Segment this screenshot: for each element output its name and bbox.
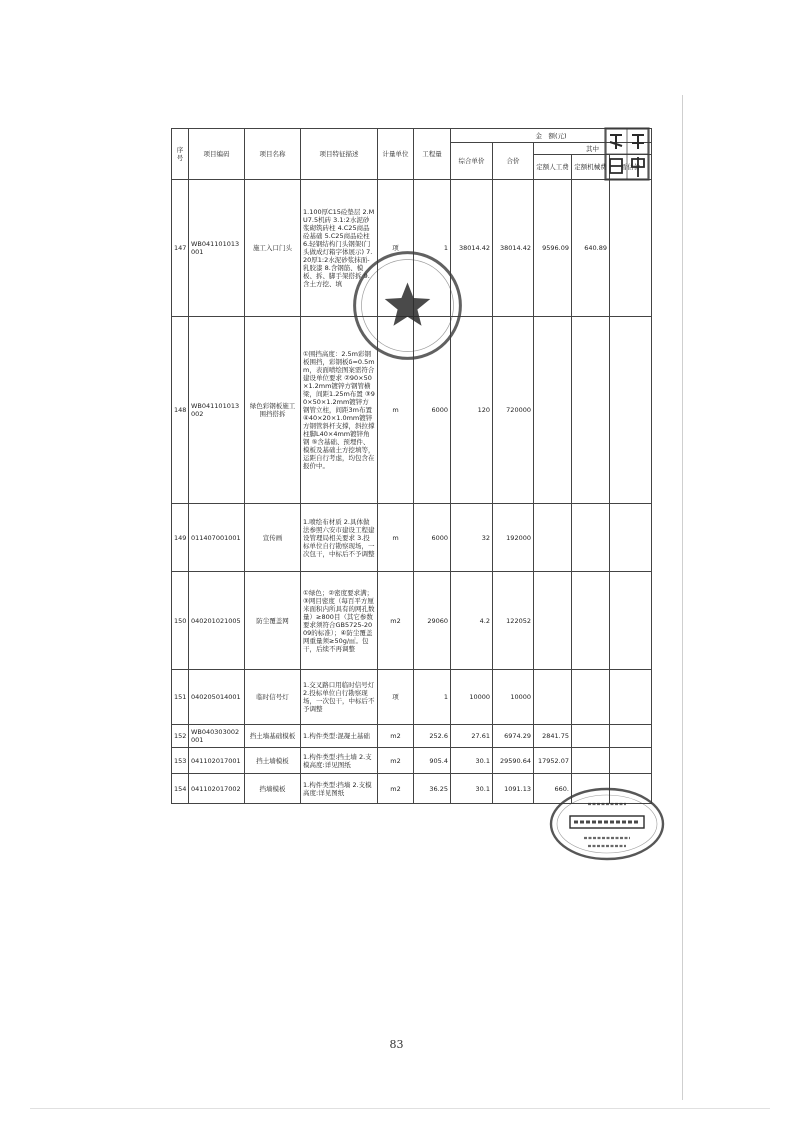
table-row — [172, 180, 652, 317]
cell-unit-price: 30.1 — [451, 748, 493, 774]
cell-desc: ①围挡高度：2.5m彩钢板围挡，彩钢板δ=0.5mm，表面喷绘图案需符合建设单位要求 ②90×50×1.2mm镀锌方钢管横梁，间距1.25m布置 ③90×50×1.2mm镀锌方钢管立柱，间距3m布置 ④40×20×1.0mm镀锌方钢管斜杆支撑，斜拉撑柱脚L40×4mm镀锌角钢 ⑤含基础、预埋件、模板及基础土方挖填等，运距自行考虑，均包含在报价中。 — [301, 317, 378, 504]
cell-labor — [534, 670, 572, 725]
cell-seq: 148 — [172, 317, 189, 504]
header-machine: 定额机械费 — [572, 155, 610, 180]
cell-unit: m2 — [378, 748, 414, 774]
header-provisional: 暂估价 — [610, 155, 652, 180]
cell-name: 防尘覆盖网 — [245, 572, 301, 670]
cell-labor — [534, 572, 572, 670]
cell-labor: 2841.75 — [534, 725, 572, 748]
cell-total: 720000 — [493, 317, 534, 504]
header-seq: 序号 — [172, 129, 189, 180]
cell-name: 临时信号灯 — [245, 670, 301, 725]
page-bottom-line — [30, 1108, 770, 1109]
cell-name: 宣传画 — [245, 504, 301, 572]
cell-machine — [572, 572, 610, 670]
cell-unit-price: 4.2 — [451, 572, 493, 670]
cell-total: 192000 — [493, 504, 534, 572]
cell-labor: 660. — [534, 774, 572, 804]
cell-unit-price: 27.61 — [451, 725, 493, 748]
cell-provisional — [610, 725, 652, 748]
cell-provisional — [610, 180, 652, 317]
header-unit: 计量单位 — [378, 129, 414, 180]
cell-name: 挡土墙基础模板 — [245, 725, 301, 748]
table-row — [172, 504, 652, 572]
cell-seq: 150 — [172, 572, 189, 670]
cell-seq: 149 — [172, 504, 189, 572]
cell-qty: 6000 — [414, 504, 451, 572]
header-name: 项目名称 — [245, 129, 301, 180]
table-row — [172, 725, 652, 748]
header-unit-price: 综合单价 — [451, 143, 493, 180]
header-code: 项目编码 — [189, 129, 245, 180]
cell-qty: 1 — [414, 670, 451, 725]
cell-unit: m — [378, 317, 414, 504]
cell-seq: 151 — [172, 670, 189, 725]
table-row — [172, 748, 652, 774]
table-row — [172, 572, 652, 670]
cell-total: 1091.13 — [493, 774, 534, 804]
cell-unit-price: 32 — [451, 504, 493, 572]
cell-labor: 9596.09 — [534, 180, 572, 317]
cell-unit: 项 — [378, 180, 414, 317]
cell-code: WB040303002001 — [189, 725, 245, 748]
cell-machine — [572, 725, 610, 748]
cell-desc: 1.100厚C15砼垫层 2.MU7.5机砖 3.1:2水泥砂浆砌筑砖柱 4.C25商品砼基础 5.C25商品砼柱 6.轻钢结构门头钢架(门头做成灯箱字体展示) 7.20厚1:2水泥砂浆抹面-乳胶漆 8.含钢筋、模板、拆、脚手架搭拆 9.含土方挖、填 — [301, 180, 378, 317]
cell-unit: m2 — [378, 572, 414, 670]
cell-unit: m2 — [378, 725, 414, 748]
cell-desc: 1.构件类型:混凝土基础 — [301, 725, 378, 748]
cell-unit: m — [378, 504, 414, 572]
header-of-which: 其中 — [534, 143, 652, 155]
table-row — [172, 317, 652, 504]
cell-seq: 152 — [172, 725, 189, 748]
cell-qty: 36.25 — [414, 774, 451, 804]
cell-total: 10000 — [493, 670, 534, 725]
cell-desc: 1.构件类型:挡土墙 2.支模高度:详见图纸 — [301, 748, 378, 774]
cell-name: 挡墙模板 — [245, 774, 301, 804]
header-qty: 工程量 — [414, 129, 451, 180]
cell-unit: m2 — [378, 774, 414, 804]
header-amount: 金 额(元) — [451, 129, 652, 143]
cell-total: 38014.42 — [493, 180, 534, 317]
cell-code: WB041101013001 — [189, 180, 245, 317]
cell-qty: 905.4 — [414, 748, 451, 774]
cell-total: 29590.64 — [493, 748, 534, 774]
cell-machine — [572, 317, 610, 504]
cell-unit-price: 10000 — [451, 670, 493, 725]
cell-machine — [572, 504, 610, 572]
cell-machine: 640.89 — [572, 180, 610, 317]
cell-code: 041102017001 — [189, 748, 245, 774]
table-row — [172, 670, 652, 725]
cell-labor — [534, 317, 572, 504]
cell-qty: 1 — [414, 180, 451, 317]
cell-machine — [572, 748, 610, 774]
cell-seq: 147 — [172, 180, 189, 317]
cell-code: 040205014001 — [189, 670, 245, 725]
cell-labor: 17952.07 — [534, 748, 572, 774]
cell-code: WB041101013002 — [189, 317, 245, 504]
page-number: 83 — [389, 1038, 404, 1051]
cell-provisional — [610, 504, 652, 572]
cell-name: 施工入口门头 — [245, 180, 301, 317]
cell-total: 6974.29 — [493, 725, 534, 748]
cell-code: 011407001001 — [189, 504, 245, 572]
cell-desc: ①绿色；②密度要求满；③网目密度（每百平方厘米面积内所具有的网孔数量）≥800目（其它参数要求须符合GB5725-2009的标准）；④防尘覆盖网重量须≥50g/㎡。包干，后续不再调整 — [301, 572, 378, 670]
cell-name: 绿色彩钢板施工围挡搭拆 — [245, 317, 301, 504]
table-row — [172, 774, 652, 804]
cell-code: 040201021005 — [189, 572, 245, 670]
cell-qty: 6000 — [414, 317, 451, 504]
header-desc: 项目特征描述 — [301, 129, 378, 180]
cell-provisional — [610, 317, 652, 504]
cell-code: 041102017002 — [189, 774, 245, 804]
cell-qty: 252.6 — [414, 725, 451, 748]
bill-of-quantities-table — [171, 128, 652, 804]
cell-desc: 1.构件类型:挡墙 2.支模高度:详见图纸 — [301, 774, 378, 804]
cell-desc: 1.交叉路口用临时信号灯 2.投标单位自行勘察现场，一次包干，中标后不予调整 — [301, 670, 378, 725]
cell-total: 122052 — [493, 572, 534, 670]
cell-machine — [572, 774, 610, 804]
header-labor: 定额人工费 — [534, 155, 572, 180]
cell-unit-price: 120 — [451, 317, 493, 504]
cell-qty: 29060 — [414, 572, 451, 670]
cell-provisional — [610, 670, 652, 725]
cell-provisional — [610, 748, 652, 774]
cell-seq: 154 — [172, 774, 189, 804]
page-edge-line — [682, 95, 683, 1100]
cell-unit-price: 38014.42 — [451, 180, 493, 317]
cell-unit: 项 — [378, 670, 414, 725]
cell-unit-price: 30.1 — [451, 774, 493, 804]
cell-labor — [534, 504, 572, 572]
cell-seq: 153 — [172, 748, 189, 774]
cell-machine — [572, 670, 610, 725]
cell-provisional — [610, 774, 652, 804]
cell-provisional — [610, 572, 652, 670]
header-total: 合价 — [493, 143, 534, 180]
cell-name: 挡土墙模板 — [245, 748, 301, 774]
cell-desc: 1.喷绘布材质 2.具体做法参照六安市建设工程建设管理局相关要求 3.投标单位自行勘察现场，一次包干，中标后不予调整 — [301, 504, 378, 572]
